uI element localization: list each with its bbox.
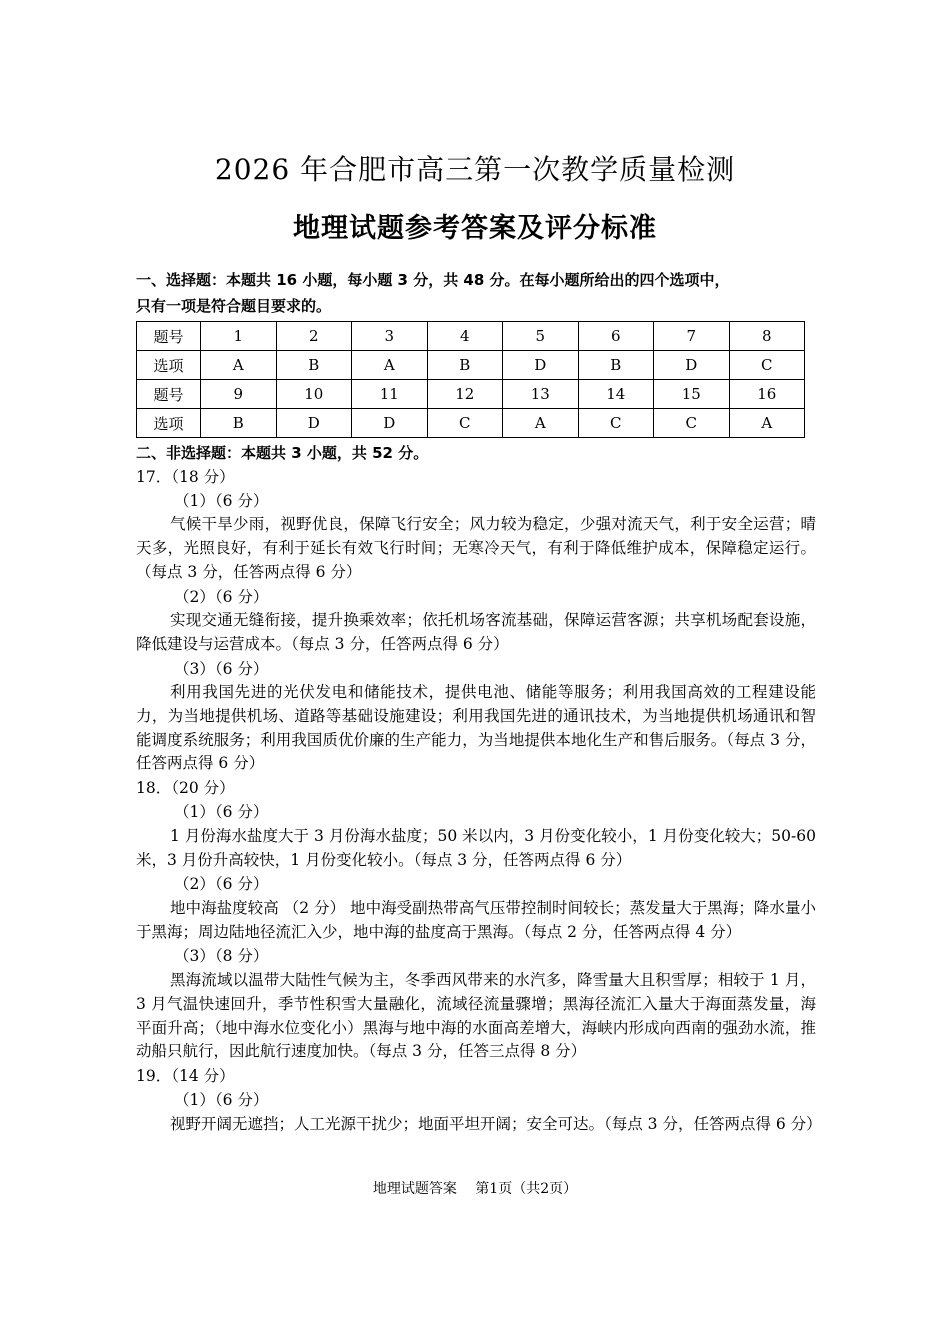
q17-part3-label: （3）（6 分） xyxy=(174,660,269,678)
q17-part1-label: （1）（6 分） xyxy=(174,492,269,510)
answer-table-cell: 2 xyxy=(276,322,352,351)
page-footer: 地理试题答案 第1页（共2页） xyxy=(372,1181,578,1197)
answer-table-cell: 4 xyxy=(427,322,503,351)
answer-table-cell: B xyxy=(201,409,277,438)
answer-table-row-label: 选项 xyxy=(137,409,201,438)
answer-table-cell: B xyxy=(276,351,352,380)
section1-heading-line2: 只有一项是符合题目要求的。 xyxy=(136,297,332,315)
answer-table-cell: 5 xyxy=(503,322,579,351)
answer-table-row-label: 题号 xyxy=(137,380,201,409)
answer-table-cell: 14 xyxy=(578,380,654,409)
q18-part2-label: （2）（6 分） xyxy=(174,875,269,893)
q19-part1-answer: 视野开阔无遮挡；人工光源干扰少；地面平坦开阔；安全可达。（每点 3 分，任答两点得 6 分） xyxy=(170,1115,822,1133)
q17-part3-answer: 利用我国先进的光伏发电和储能技术，提供电池、储能等服务；利用我国高效的工程建设能力，为当地提供机场、道路等基础设施建设；利用我国先进的通讯技术，为当地提供机场通讯和智能调度系统服务；利用我国质优价廉的生产能力，为当地提供本地化生产和售后服务。（每点 3 分，任答两点得 6 分） xyxy=(136,683,816,773)
answer-table-cell: D xyxy=(654,351,730,380)
answer-table-row xyxy=(137,322,805,351)
answer-table-cell: C xyxy=(654,409,730,438)
answer-table-cell: 8 xyxy=(729,322,805,351)
q18-part2-answer: 地中海盐度较高 （2 分） 地中海受副热带高气压带控制时间较长；蒸发量大于黑海；降水量小于黑海；周边陆地径流汇入少，地中海的盐度高于黑海。（每点 2 分，任答两点得 4 分） xyxy=(136,899,816,941)
answer-table-cell: B xyxy=(427,351,503,380)
answer-table xyxy=(136,321,805,438)
answer-table-cell: C xyxy=(729,351,805,380)
q19-part1-label: （1）（6 分） xyxy=(174,1091,269,1109)
q18-part1-label: （1）（6 分） xyxy=(174,803,269,821)
answer-table-cell: 12 xyxy=(427,380,503,409)
answer-table-cell: C xyxy=(578,409,654,438)
answer-table-cell: A xyxy=(729,409,805,438)
exam-title: 2026 年合肥市高三第一次教学质量检测 xyxy=(214,153,736,186)
q19-number: 19．（14 分） xyxy=(136,1067,235,1085)
answer-table-row xyxy=(137,380,805,409)
answer-table-cell: C xyxy=(427,409,503,438)
answer-table-row xyxy=(137,409,805,438)
answer-table-row-label: 题号 xyxy=(137,322,201,351)
answer-table-row xyxy=(137,351,805,380)
q17-part2-label: （2）（6 分） xyxy=(174,588,269,606)
answer-table-cell: A xyxy=(201,351,277,380)
answer-table-cell: 3 xyxy=(352,322,428,351)
q17-part1-answer: 气候干旱少雨，视野优良，保障飞行安全；风力较为稳定，少强对流天气，利于安全运营；晴天多，光照良好，有利于延长有效飞行时间；无寒冷天气，有利于降低维护成本，保障稳定运行。（每点 3 分，任答两点得 6 分） xyxy=(136,515,816,581)
q18-number: 18．（20 分） xyxy=(136,779,235,797)
answer-table-cell: 10 xyxy=(276,380,352,409)
answer-table-cell: A xyxy=(352,351,428,380)
q18-part3-answer: 黑海流域以温带大陆性气候为主，冬季西风带来的水汽多，降雪量大且积雪厚；相较于 1 月，3 月气温快速回升，季节性积雪大量融化，流域径流量骤增；黑海径流汇入量大于海面蒸发量，海平面升高；（地中海水位变化小）黑海与地中海的水面高差增大，海峡内形成向西南的强劲水流，推动船只航行，因此航行速度加快。（每点 3 分，任答三点得 8 分） xyxy=(136,971,816,1061)
answer-table-cell: A xyxy=(503,409,579,438)
answer-table-cell: D xyxy=(503,351,579,380)
q18-part1-answer: 1 月份海水盐度大于 3 月份海水盐度；50 米以内，3 月份变化较小，1 月份变化较大；50-60 米，3 月份升高较快，1 月份变化较小。（每点 3 分，任答两点得 6 分） xyxy=(136,827,816,869)
answer-table-cell: 1 xyxy=(201,322,277,351)
exam-subtitle: 地理试题参考答案及评分标准 xyxy=(293,213,657,244)
q17-part2-answer: 实现交通无缝衔接，提升换乘效率；依托机场客流基础，保障运营客源；共享机场配套设施，降低建设与运营成本。（每点 3 分，任答两点得 6 分） xyxy=(136,611,816,653)
q18-part3-label: （3）（8 分） xyxy=(174,947,269,965)
answer-table-cell: 16 xyxy=(729,380,805,409)
answer-table-cell: 9 xyxy=(201,380,277,409)
answer-table-cell: 7 xyxy=(654,322,730,351)
answer-table-cell: 13 xyxy=(503,380,579,409)
answer-table-row-label: 选项 xyxy=(137,351,201,380)
answer-table-cell: B xyxy=(578,351,654,380)
section1-heading-line1: 一、选择题：本题共 16 小题，每小题 3 分，共 48 分。在每小题所给出的四个选项中， xyxy=(136,271,730,289)
section2-heading: 二、非选择题：本题共 3 小题，共 52 分。 xyxy=(136,444,429,462)
q17-number: 17．（18 分） xyxy=(136,468,235,486)
answer-table-cell: D xyxy=(352,409,428,438)
answer-table-cell: 15 xyxy=(654,380,730,409)
answer-table-cell: 6 xyxy=(578,322,654,351)
answer-table-cell: 11 xyxy=(352,380,428,409)
answer-table-cell: D xyxy=(276,409,352,438)
